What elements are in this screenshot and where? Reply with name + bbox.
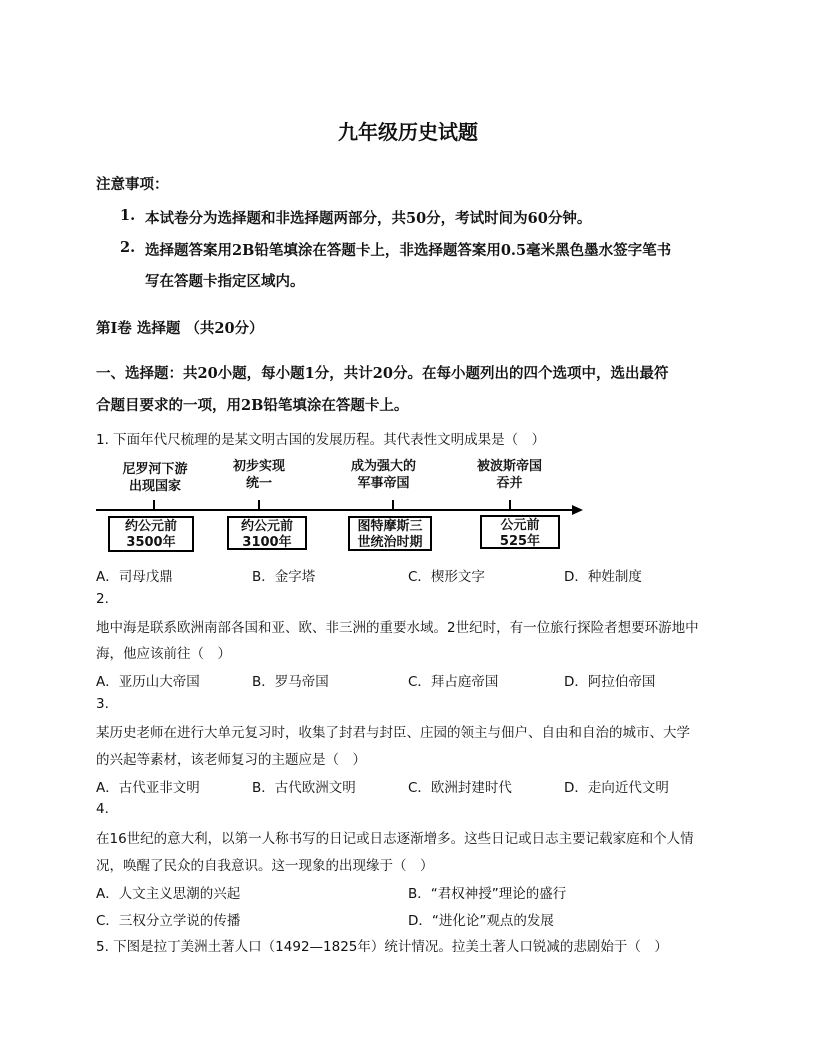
q1-option-a[interactable]: A．司母戊鼎 — [96, 569, 173, 585]
notice-item-1-text: 本试卷分为选择题和非选择题两部分，共50分，考试时间为60分钟。 — [145, 210, 592, 227]
q3-option-b[interactable]: B．古代欧洲文明 — [252, 780, 356, 796]
q3-option-c[interactable]: C．欧洲封建时代 — [408, 780, 512, 796]
question-3-stem-line-2: 的兴起等素材，该老师复习的主题应是（ ） — [96, 752, 366, 768]
q4-option-a[interactable]: A．人文主义思潮的兴起 — [96, 886, 241, 902]
question-2-number: 2. — [96, 591, 109, 607]
q1-option-d[interactable]: D．种姓制度 — [564, 569, 642, 585]
question-2-stem-line-2: 海，他应该前往（ ） — [96, 646, 231, 662]
q4-option-c[interactable]: C．三权分立学说的传播 — [96, 913, 241, 929]
notice-item-1-number: 1. — [120, 207, 136, 224]
q1-option-b[interactable]: B．金字塔 — [252, 569, 316, 585]
notice-item-2-text-line-2: 写在答题卡指定区域内。 — [145, 273, 305, 290]
question-4-stem-line-1: 在16世纪的意大利，以第一人称书写的日记或日志逐渐增多。这些日记或日志主要记载家庭和个人情 — [96, 831, 694, 847]
q2-option-a[interactable]: A．亚历山大帝国 — [96, 674, 200, 690]
q2-option-b[interactable]: B．罗马帝国 — [252, 674, 329, 690]
q1-option-c[interactable]: C．楔形文字 — [408, 569, 485, 585]
question-4-number: 4. — [96, 801, 109, 817]
question-1-stem: 1. 下面年代尺梳理的是某文明古国的发展历程。其代表性文明成果是（ ） — [96, 432, 546, 448]
section-instruction-line-1: 一、选择题：共20小题，每小题1分，共计20分。在每小题列出的四个选项中，选出最符 — [96, 365, 669, 382]
timeline-date-box-4: 公元前 525年 — [480, 515, 560, 549]
q4-option-b[interactable]: B．“君权神授”理论的盛行 — [408, 886, 567, 902]
q2-option-d[interactable]: D．阿拉伯帝国 — [564, 674, 656, 690]
question-4-stem-line-2: 况，唤醒了民众的自我意识。这一现象的出现缘于（ ） — [96, 858, 434, 874]
timeline-date-box-3: 图特摩斯三 世统治时期 — [348, 516, 432, 551]
q3-option-d[interactable]: D．走向近代文明 — [564, 780, 669, 796]
question-5-stem: 5. 下图是拉丁美洲土著人口（1492—1825年）统计情况。拉美土著人口锐减的悲剧始于（ ） — [96, 939, 668, 955]
question-3-stem-line-1: 某历史老师在进行大单元复习时，收集了封君与封臣、庄园的领主与佃户、自由和自治的城市、大学 — [96, 725, 690, 741]
part1-heading: 第Ⅰ卷 选择题 （共20分） — [96, 320, 264, 337]
q4-option-d[interactable]: D．“进化论”观点的发展 — [408, 913, 554, 929]
timeline-event-label-4: 被波斯帝国 吞并 — [476, 459, 542, 491]
timeline-date-box-2: 约公元前 3100年 — [227, 516, 307, 550]
timeline-event-label-3: 成为强大的 军事帝国 — [350, 459, 416, 491]
notice-item-2-text-line-1: 选择题答案用2B铅笔填涂在答题卡上，非选择题答案用0.5毫米黑色墨水签字笔书 — [145, 242, 672, 259]
question-3-number: 3. — [96, 696, 109, 712]
section-instruction-line-2: 合题目要求的一项，用2B铅笔填涂在答题卡上。 — [96, 397, 409, 414]
notice-heading: 注意事项： — [96, 176, 169, 193]
q2-option-c[interactable]: C．拜占庭帝国 — [408, 674, 499, 690]
q3-option-a[interactable]: A．古代亚非文明 — [96, 780, 200, 796]
timeline-event-label-1: 尼罗河下游 出现国家 — [122, 462, 188, 494]
notice-item-2-number: 2. — [120, 239, 136, 256]
page-title: 九年级历史试题 — [338, 120, 478, 144]
timeline-date-box-1: 约公元前 3500年 — [108, 516, 194, 552]
question-2-stem-line-1: 地中海是联系欧洲南部各国和亚、欧、非三洲的重要水域。2世纪时，有一位旅行探险者想要环游地中 — [96, 620, 699, 636]
timeline-event-label-2: 初步实现 统一 — [232, 459, 285, 491]
